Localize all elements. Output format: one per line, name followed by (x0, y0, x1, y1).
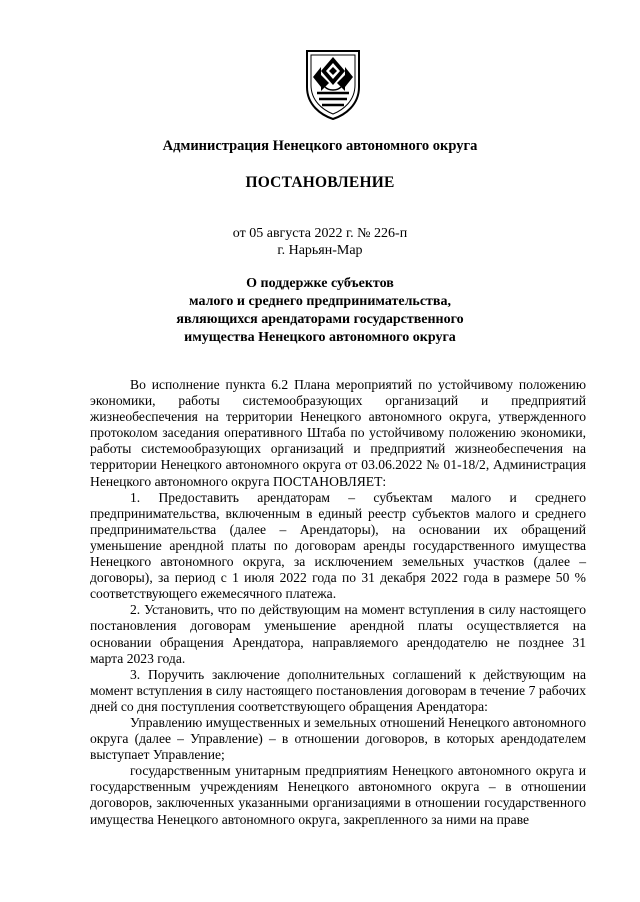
title-line: являющихся арендаторами государственного (176, 312, 464, 327)
body-paragraph: 2. Установить, что по действующим на момент вступления в силу настоящего постановления договорам уменьшение арендной платы осуществляется на основании обращения Арендатора, направляемого арендодателю не позднее 31 марта 2023 года. (90, 602, 586, 666)
body-paragraph: Управлению имущественных и земельных отношений Ненецкого автономного округа (далее – Управление) – в отношении договоров, в которых арендодателем выступает Управление; (90, 714, 586, 763)
body-paragraph: 3. Поручить заключение дополнительных соглашений к действующим на момент вступления в силу настоящего постановления договорам в течение 7 рабочих дней со дня поступления соответствующего обращения Арендатора: (90, 666, 586, 714)
document-body (90, 377, 586, 828)
body-paragraph: Во исполнение пункта 6.2 Плана мероприятий по устойчивому положению экономики, работы системообразующих организаций и предприятий жизнеобеспечения на территории Ненецкого автономного округа, утвержденного протоколом заседания оперативного Штаба по устойчивому положению экономики, работы системообразующих организаций и предприятий жизнеобеспечения на территории Ненецкого автономного округа от 03.06.2022 № 01-18/2, Администрация Ненецкого автономного округа ПОСТАНОВЛЯЕТ: (90, 377, 586, 489)
document-type: ПОСТАНОВЛЕНИЕ (245, 174, 395, 191)
title-line: имущества Ненецкого автономного округа (184, 330, 456, 345)
document-date-number: от 05 августа 2022 г. № 226-п (232, 226, 408, 241)
coat-of-arms-icon (303, 47, 363, 121)
title-line: О поддержке субъектов (246, 276, 394, 291)
body-paragraph: государственным унитарным предприятиям Ненецкого автономного округа и государственным учреждениям Ненецкого автономного округа – в отношении договоров, заключенных указанными организациями в отношении государственного имущества Ненецкого автономного округа, закрепленного за ними на праве (90, 763, 586, 827)
document-place: г. Нарьян-Мар (277, 243, 363, 258)
organization-name: Администрация Ненецкого автономного округа (162, 138, 478, 154)
title-line: малого и среднего предпринимательства, (189, 294, 451, 309)
body-paragraph: 1. Предоставить арендаторам – субъектам малого и среднего предпринимательства, включенным в единый реестр субъектов малого и среднего предпринимательства (далее – Арендаторы), на основании их обращений уменьшение арендной платы по договорам аренды государственного имущества Ненецкого автономного округа, за исключением земельных участков (далее – договоры), за период с 1 июля 2022 года по 31 декабря 2022 года в размере 50 % соответствующего ежемесячного платежа. (90, 489, 586, 602)
document-title (0, 275, 640, 347)
